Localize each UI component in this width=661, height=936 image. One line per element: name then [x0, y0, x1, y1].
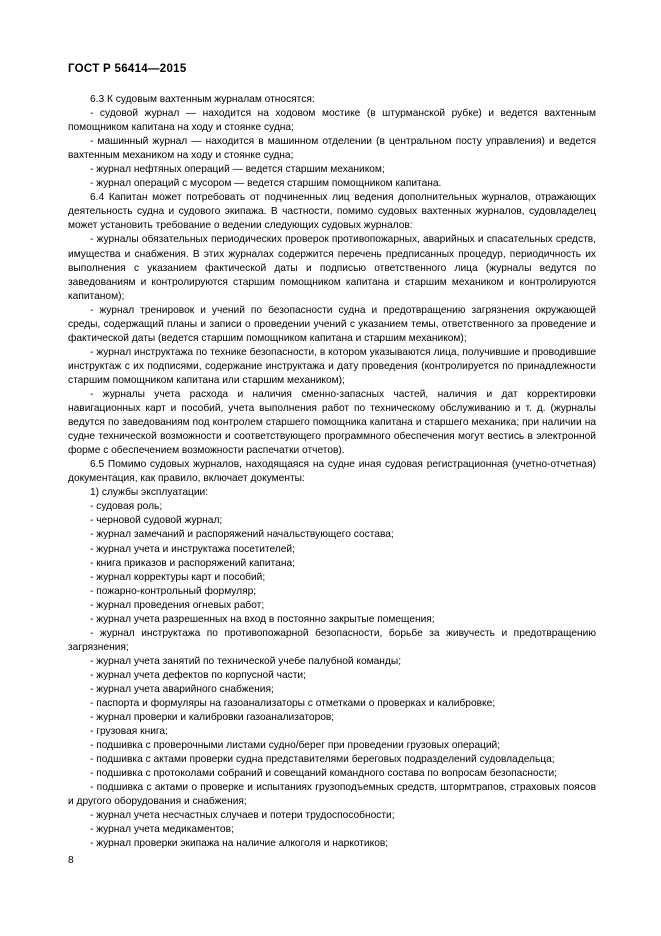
- list-item: - судовой журнал — находится на ходовом мостике (в штурманской рубке) и ведется вахтенным помощником капитана на ходу и стоянке судна;: [68, 108, 596, 134]
- list-item: - книга приказов и распоряжений капитана;: [90, 557, 295, 569]
- list-item: - подшивка с проверочными листами судно/берег при проведении грузовых операций;: [90, 740, 501, 752]
- page-number: 8: [68, 855, 74, 866]
- list-item: - журнал инструктажа по противопожарной безопасности, борьбе за живучесть и предотвращению загрязнения;: [68, 627, 596, 653]
- paragraph: 6.4 Капитан может потребовать от подчиненных лиц ведения дополнительных журналов, отражающих деятельность судна и судового экипажа. В частности, помимо судовых вахтенных журналов, судовладелец может установить требование о ведении следующих судовых журналов:: [68, 192, 596, 232]
- list-item: - машинный журнал — находится в машинном отделении (в центральном посту управления) и ведется вахтенным механиком на ходу и стоянке судна;: [68, 136, 596, 162]
- list-item: - журнал учета занятий по технической учебе палубной команды;: [90, 655, 402, 667]
- list-item: - журнал корректуры карт и пособий;: [90, 571, 266, 583]
- list-item: - журнал учета дефектов по корпусной части;: [90, 669, 306, 681]
- list-item: - журнал проведения огневых работ;: [90, 599, 265, 611]
- list-item: - грузовая книга;: [90, 726, 168, 738]
- list-item: - журнал нефтяных операций — ведется старшим механиком;: [90, 164, 385, 176]
- list-item: - журнал тренировок и учений по безопасности судна и предотвращению загрязнения окружающей среды, содержащий планы и записи о проведении учений с указанием темы, ответственного за проведение и фактической даты (ведется старшим помощником капитана и старшим механиком);: [68, 304, 596, 344]
- list-item: - паспорта и формуляры на газоанализаторы с отметками о проверках и калибровке;: [90, 698, 496, 710]
- list-item: - подшивка с актами проверки судна представителями береговых подразделений судовладельца;: [90, 754, 555, 766]
- list-item: - журнал учета аварийного снабжения;: [90, 683, 274, 695]
- list-item: - журнал проверки и калибровки газоанализаторов;: [90, 712, 335, 724]
- paragraph: 6.3 К судовым вахтенным журналам относятся:: [90, 94, 315, 105]
- page-header: ГОСТ Р 56414—2015: [68, 63, 187, 75]
- list-item: - журнал операций с мусором — ведется старшим помощником капитана.: [90, 178, 442, 190]
- list-item: - журнал инструктажа по технике безопасности, в котором указываются лица, получившие и проводившие инструктаж с их подписями, содержание инструктажа и дату проведения (контролируется по принадлежности старшим помощником капитана или старшим механиком);: [68, 346, 596, 386]
- list-item: - журнал учета несчастных случаев и потери трудоспособности;: [90, 810, 395, 822]
- list-item: - журнал учета разрешенных на вход в постоянно закрытые помещения;: [90, 613, 435, 625]
- paragraph: 6.5 Помимо судовых журналов, находящаяся на судне иная судовая регистрационная (учетно-отчетная) документация, как правило, включает документы:: [68, 459, 596, 485]
- list-item: - черновой судовой журнал;: [90, 515, 223, 527]
- document-body: [68, 93, 596, 852]
- list-item: - журнал проверки экипажа на наличие алкоголя и наркотиков;: [90, 838, 389, 850]
- list-item: - пожарно-контрольный формуляр;: [90, 585, 257, 597]
- list-item: - журнал учета медикаментов;: [90, 824, 234, 836]
- list-item: - судовая роль;: [90, 501, 163, 513]
- list-item: - подшивка с протоколами собраний и совещаний командного состава по вопросам безопасности;: [90, 768, 558, 780]
- list-item: - подшивка с актами о проверке и испытаниях грузоподъемных средств, штормтрапов, страховых поясов и другого оборудования и снабжения;: [68, 782, 596, 808]
- list-item: - журналы обязательных периодических проверок противопожарных, аварийных и спасательных средств, имущества и снабжения. В этих журналах содержится перечень предписанных процедур, периодичность их выполнения с указанием фактической даты и подписью ответственного лица (журналы ведутся по заведованиям и контролируются старшим помощником капитана и старшим механиком и контролируются капитаном);: [68, 234, 596, 302]
- list-item: - журналы учета расхода и наличия сменно-запасных частей, наличия и дат корректировки навигационных карт и пособий, учета выполнения работ по техническому обслуживанию и т. д. (журналы ведутся по заведованиям под контролем старшего помощника капитана и старшего механика; при наличии на судне технической возможности и соответствующего программного обеспечения могут вестись в электронной форме с обеспечением возможности распечатки отчетов).: [68, 388, 596, 457]
- paragraph: 1) службы эксплуатации:: [90, 487, 209, 499]
- list-item: - журнал учета и инструктажа посетителей;: [90, 543, 295, 555]
- list-item: - журнал замечаний и распоряжений начальствующего состава;: [90, 529, 394, 541]
